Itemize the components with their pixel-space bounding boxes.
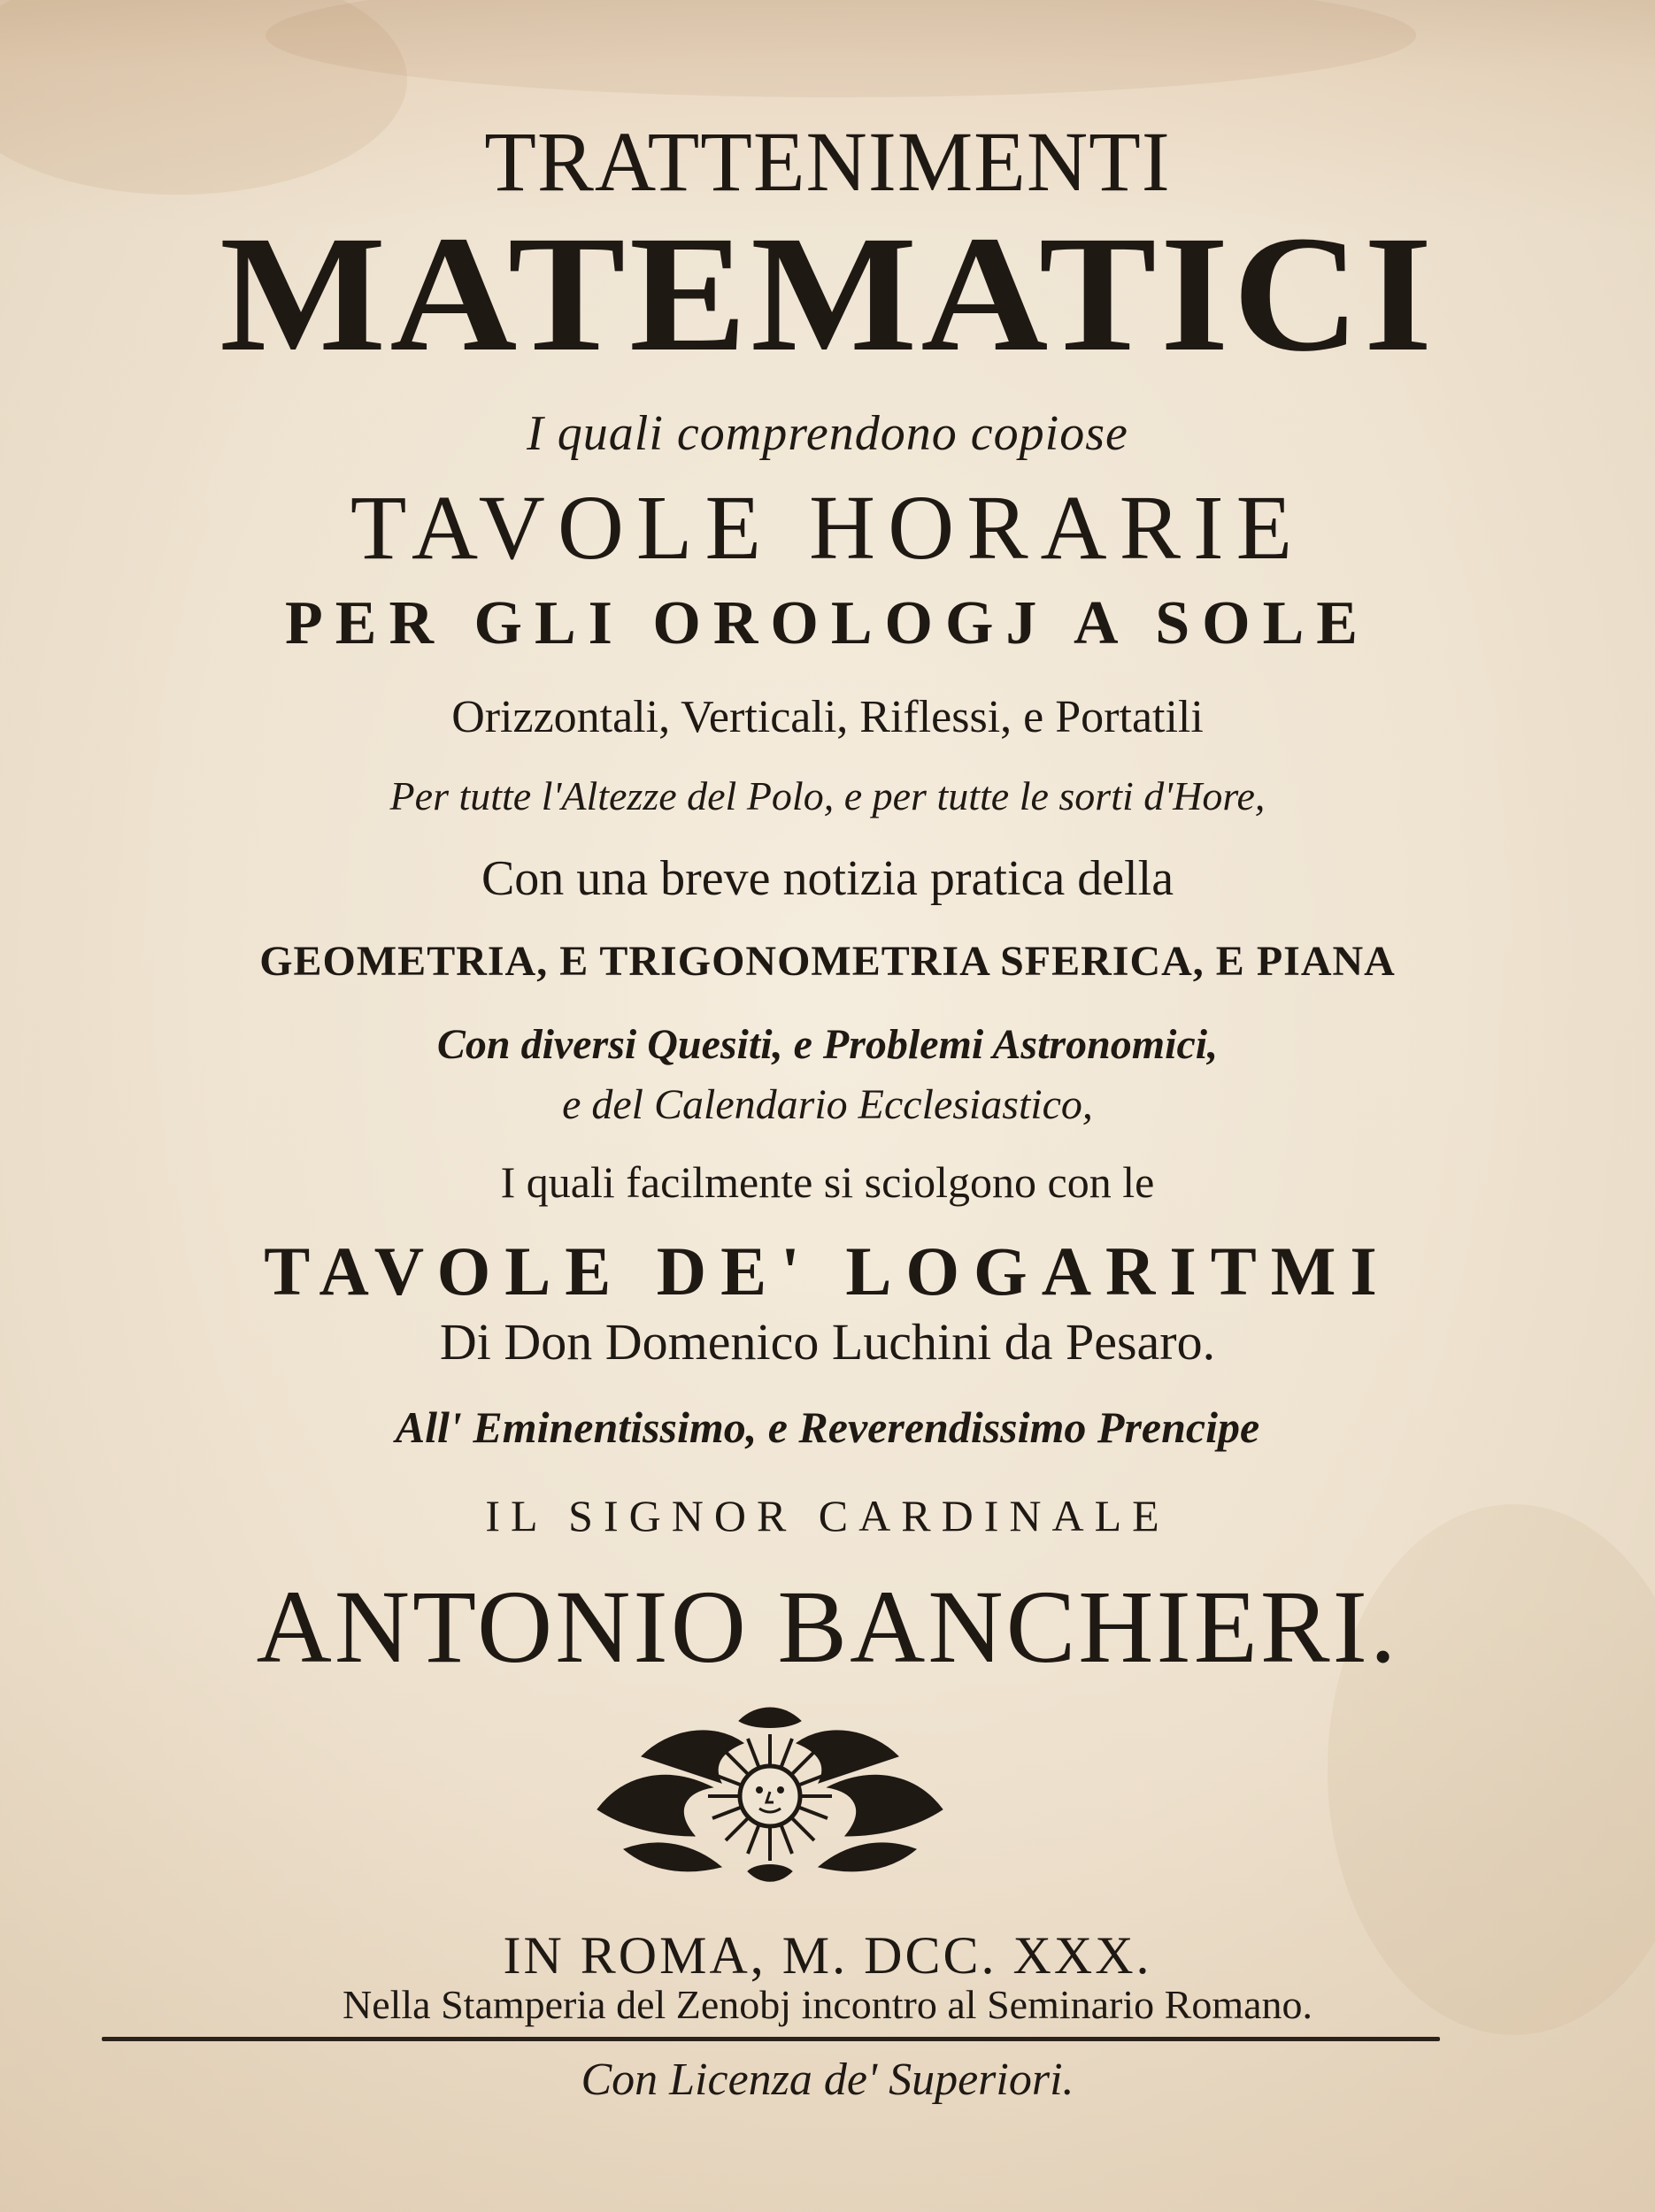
heading-logaritmi: TAVOLE DE' LOGARITMI <box>264 1233 1391 1310</box>
sun-face-vignette-icon <box>589 1703 951 1889</box>
text-line-6: Orizzontali, Verticali, Riflessi, e Portatili <box>451 692 1204 742</box>
text-line-15: All' Eminentissimo, e Reverendissimo Prencipe <box>395 1402 1260 1452</box>
title-line-2: MATEMATICI <box>219 201 1436 386</box>
subtitle-line-3: I quali comprendono copiose <box>527 406 1128 461</box>
text-line-12: I quali facilmente si sciolgono con le <box>500 1157 1155 1207</box>
text-line-10: Con diversi Quesiti, e Problemi Astronomici, <box>436 1021 1219 1068</box>
text-line-16: IL SIGNOR CARDINALE <box>485 1491 1170 1540</box>
paper-stain <box>266 0 1416 97</box>
imprint-divider <box>102 2037 1440 2041</box>
text-line-14: Di Don Domenico Luchini da Pesaro. <box>439 1313 1216 1371</box>
imprint-place-date: IN ROMA, M. DCC. XXX. <box>503 1926 1152 1985</box>
imprint-printer: Nella Stamperia del Zenobj incontro al Seminario Romano. <box>342 1982 1313 2027</box>
text-line-8: Con una breve notizia pratica della <box>481 851 1174 906</box>
text-line-7: Per tutte l'Altezze del Polo, e per tutte le sorti d'Hore, <box>389 773 1266 818</box>
heading-orologj: PER GLI OROLOGJ A SOLE <box>285 589 1370 657</box>
imprint-license: Con Licenza de' Superiori. <box>581 2055 1074 2105</box>
text-line-9: GEOMETRIA, E TRIGONOMETRIA SFERICA, E PIANA <box>259 938 1396 985</box>
heading-tavole-horarie: TAVOLE HORARIE <box>350 477 1305 579</box>
title-line-1: TRATTENIMENTI <box>484 114 1171 209</box>
text-line-11: e del Calendario Ecclesiastico, <box>562 1081 1093 1128</box>
heading-dedicatee: ANTONIO BANCHIERI. <box>256 1569 1399 1685</box>
